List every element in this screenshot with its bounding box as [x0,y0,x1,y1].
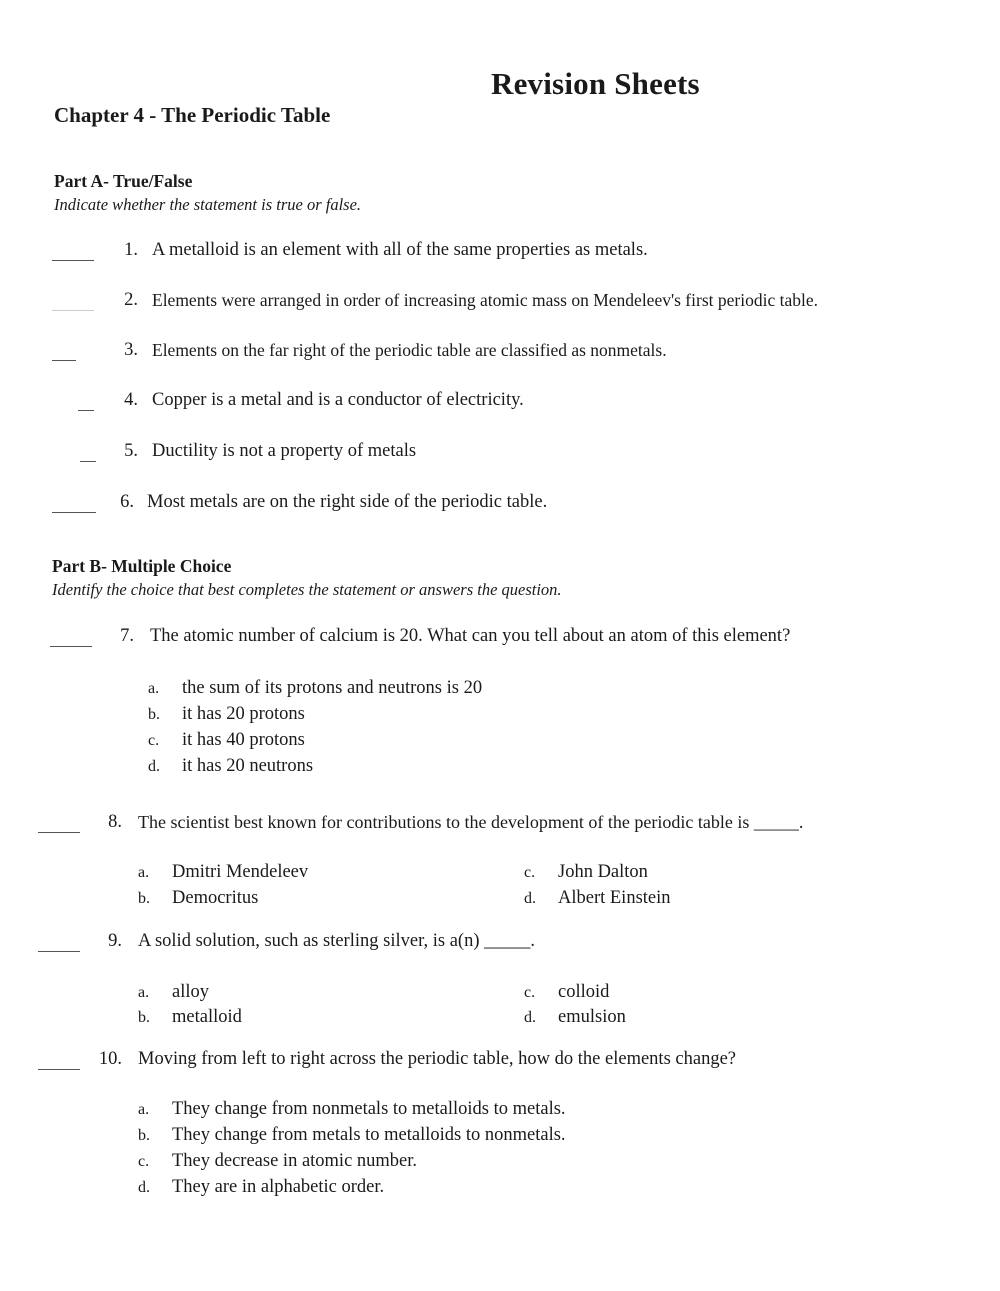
answer-blank[interactable] [52,240,94,261]
option-letter: a. [138,1101,150,1118]
option-letter: c. [148,732,160,749]
question-number: 9. [108,931,122,951]
option-letter: d. [148,758,160,775]
question-number: 2. [124,290,138,310]
question-number: 5. [124,441,138,461]
answer-blank[interactable] [52,290,94,311]
question-text: Elements on the far right of the periodic table are classified as nonmetals. [152,340,667,360]
answer-option[interactable] [138,1125,566,1146]
answer-blank[interactable] [38,931,80,952]
question-text: Moving from left to right across the periodic table, how do the elements change? [138,1049,736,1069]
option-text: emulsion [558,1007,626,1027]
answer-option[interactable] [138,888,258,909]
answer-option[interactable] [148,756,313,777]
question-number: 6. [120,492,134,512]
question-number: 10. [98,1049,122,1069]
question-number: 8. [108,812,122,832]
option-letter: c. [138,1153,150,1170]
question-text: Elements were arranged in order of increasing atomic mass on Mendeleev's first periodic table. [152,290,818,310]
question-text: Most metals are on the right side of the periodic table. [147,492,548,512]
option-letter: d. [524,890,536,907]
answer-blank[interactable] [80,441,96,462]
part-b-heading: Part B- Multiple Choice [52,556,232,576]
option-letter: c. [524,864,536,881]
question-text: A solid solution, such as sterling silver, is a(n) _____. [138,931,535,951]
question-text: Ductility is not a property of metals [152,441,417,461]
answer-option[interactable] [524,982,609,1003]
option-text: colloid [558,982,610,1002]
answer-option[interactable] [524,1007,626,1028]
part-a-heading: Part A- True/False [54,171,193,191]
option-text: Dmitri Mendeleev [172,862,309,882]
question-text: The atomic number of calcium is 20. What can you tell about an atom of this element? [150,626,791,646]
answer-option[interactable] [138,1151,417,1172]
option-letter: c. [524,984,536,1001]
answer-blank[interactable] [38,1049,80,1070]
option-text: metalloid [172,1007,242,1027]
option-letter: b. [138,1009,150,1026]
option-letter: d. [138,1179,150,1196]
question-text: A metalloid is an element with all of the same properties as metals. [152,240,648,260]
option-text: They change from nonmetals to metalloids to metals. [172,1099,566,1119]
answer-blank[interactable] [38,812,80,833]
option-letter: b. [138,1127,150,1144]
option-text: it has 40 protons [182,730,305,750]
question-number: 3. [124,340,138,360]
option-text: They change from metals to metalloids to nonmetals. [172,1125,566,1145]
question-number: 4. [124,390,138,410]
answer-option[interactable] [524,888,671,909]
option-text: John Dalton [558,862,648,882]
answer-option[interactable] [148,704,305,725]
option-letter: d. [524,1009,536,1026]
question-number: 1. [124,240,138,260]
option-text: it has 20 protons [182,704,305,724]
answer-blank[interactable] [52,340,76,361]
answer-blank[interactable] [50,626,92,647]
option-letter: a. [138,864,150,881]
answer-option[interactable] [148,678,482,699]
question-number: 7. [120,626,134,646]
answer-option[interactable] [524,862,648,883]
document-title: Revision Sheets [491,66,700,101]
chapter-heading: Chapter 4 - The Periodic Table [54,103,331,127]
option-letter: a. [138,984,150,1001]
option-text: alloy [172,982,209,1002]
answer-option[interactable] [138,1099,566,1120]
option-text: They are in alphabetic order. [172,1177,385,1197]
answer-blank[interactable] [78,390,94,411]
option-letter: b. [138,890,150,907]
option-text: the sum of its protons and neutrons is 20 [182,678,483,698]
option-text: They decrease in atomic number. [172,1151,418,1171]
answer-option[interactable] [138,1007,242,1028]
option-text: Democritus [172,888,259,908]
question-text: The scientist best known for contributions to the development of the periodic table is _____. [138,812,804,832]
answer-option[interactable] [148,730,305,751]
option-text: Albert Einstein [558,888,671,908]
option-letter: a. [148,680,160,697]
answer-blank[interactable] [52,492,96,513]
option-text: it has 20 neutrons [182,756,314,776]
answer-option[interactable] [138,1177,384,1198]
part-b-instruction: Identify the choice that best completes the statement or answers the question. [52,580,562,599]
answer-option[interactable] [138,862,308,883]
answer-option[interactable] [138,982,209,1003]
part-a-instruction: Indicate whether the statement is true or false. [54,195,362,214]
question-text: Copper is a metal and is a conductor of electricity. [152,390,524,410]
option-letter: b. [148,706,160,723]
